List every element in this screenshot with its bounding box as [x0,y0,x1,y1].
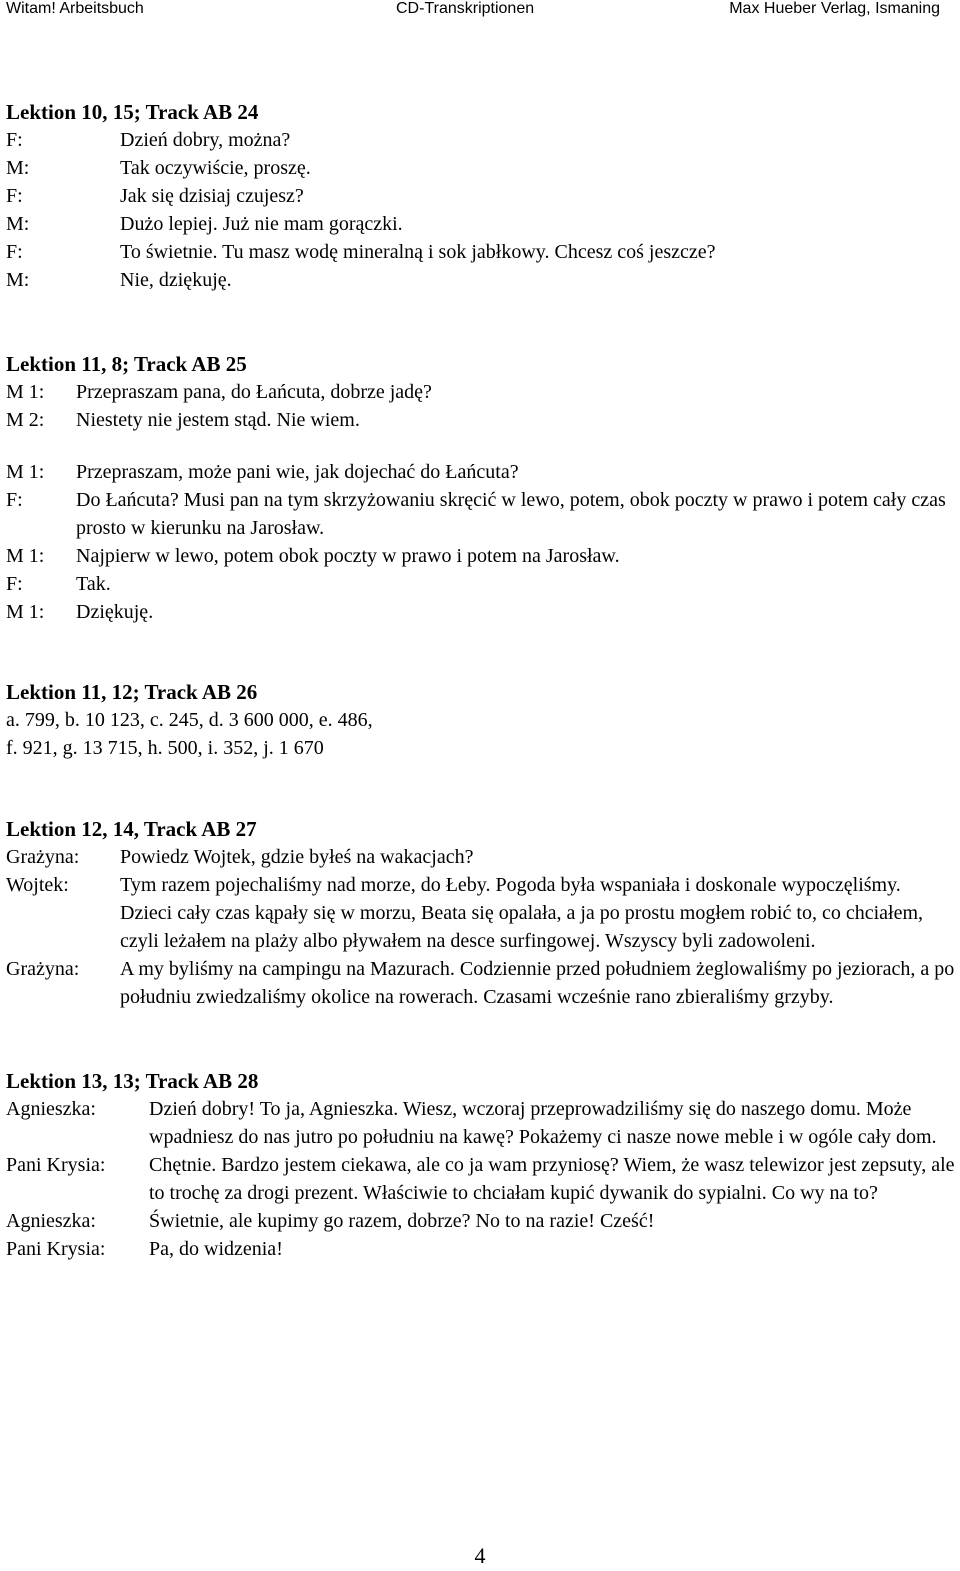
dialogue-line [6,486,956,542]
dialogue-line [6,238,956,266]
speaker-label: M 1: [6,545,45,567]
dialogue-line [6,126,956,154]
speaker-label: F: [6,573,23,595]
speaker-label: Agnieszka: [6,1098,96,1120]
dialogue-line [6,598,956,626]
dialogue-text: Dziękuję. [76,601,154,623]
speaker-label: M 1: [6,381,45,403]
header-publisher: Max Hueber Verlag, Ismaning [729,0,940,17]
dialogue-text: Najpierw w lewo, potem obok poczty w prawo i potem na Jarosław. [76,545,620,567]
section-title: Lektion 11, 8; Track AB 25 [6,352,247,376]
dialogue-line [6,843,956,871]
dialogue-line [6,1207,956,1235]
dialogue-line [6,955,956,1011]
dialogue-text: A my byliśmy na campingu na Mazurach. Codziennie przed południem żeglowaliśmy po jeziorach, a po południu zwiedzaliśmy okolice na rowerach. Czasami wcześnie rano zbieraliśmy grzyby. [120,958,955,1008]
dialogue-line [6,378,956,406]
dialogue-line [6,871,956,955]
speaker-label: M 1: [6,601,45,623]
dialogue-line [6,1151,956,1207]
header-book-title: Witam! Arbeitsbuch [6,0,144,17]
dialogue-text: Do Łańcuta? Musi pan na tym skrzyżowaniu skręcić w lewo, potem, obok poczty w prawo i potem cały czas prosto w kierunku na Jarosław. [76,489,946,539]
dialogue-line [6,406,956,434]
speaker-label: Wojtek: [6,874,69,896]
speaker-label: M: [6,157,30,179]
section-title: Lektion 10, 15; Track AB 24 [6,100,259,124]
dialogue-line [6,458,956,486]
dialogue-text: Tak oczywiście, proszę. [120,157,311,179]
dialogue-text: Tym razem pojechaliśmy nad morze, do Łeby. Pogoda była wspaniała i doskonale wypoczęliśmy. Dzieci cały czas kąpały się w morzu, Beata się opalała, a ja po prostu mogłem robić to, co chciałem, czyli leżałem na plaży albo pływałem na desce surfingowej. Wszyscy byli zadowoleni. [120,874,924,952]
dialogue-line [6,542,956,570]
dialogue-text: Nie, dziękuję. [120,269,232,291]
speaker-label: F: [6,489,23,511]
spacer [6,434,956,458]
dialogue-text: Dzień dobry! To ja, Agnieszka. Wiesz, wczoraj przeprowadziliśmy się do naszego domu. Może wpadniesz do nas jutro po południu na kawę? Pokażemy ci nasze nowe meble i w ogóle cały dom. [149,1098,937,1148]
section-lektion-11-8 [6,350,956,626]
dialogue-text: Przepraszam, może pani wie, jak dojechać do Łańcuta? [76,461,519,483]
dialogue-line [6,570,956,598]
numbers-line: f. 921, g. 13 715, h. 500, i. 352, j. 1 670 [6,737,324,759]
dialogue-text: Jak się dzisiaj czujesz? [120,185,304,207]
section-title: Lektion 12, 14, Track AB 27 [6,817,257,841]
speaker-label: Pani Krysia: [6,1238,106,1260]
transcript-content [6,98,956,1263]
speaker-label: Grażyna: [6,846,80,868]
dialogue-line [6,210,956,238]
dialogue-text: Pa, do widzenia! [149,1238,283,1260]
speaker-label: Grażyna: [6,958,80,980]
speaker-label: F: [6,241,23,263]
speaker-label: M 1: [6,461,45,483]
speaker-label: Agnieszka: [6,1210,96,1232]
speaker-label: F: [6,185,23,207]
speaker-label: M 2: [6,409,45,431]
dialogue-line [6,266,956,294]
speaker-label: F: [6,129,23,151]
section-lektion-12 [6,815,956,1011]
page-header [0,0,960,20]
dialogue-text: Chętnie. Bardzo jestem ciekawa, ale co ja wam przyniosę? Wiem, że wasz telewizor jest zepsuty, ale to trochę za drogi prezent. Właściwie to chciałam kupić dywanik do sypialni. Co wy na to? [149,1154,955,1204]
section-title: Lektion 13, 13; Track AB 28 [6,1069,259,1093]
dialogue-line [6,1095,956,1151]
dialogue-text: Przepraszam pana, do Łańcuta, dobrze jadę? [76,381,432,403]
speaker-label: Pani Krysia: [6,1154,106,1176]
dialogue-line [6,154,956,182]
header-section-title: CD-Transkriptionen [396,0,535,17]
dialogue-text: Tak. [76,573,111,595]
speaker-label: M: [6,269,30,291]
section-lektion-13 [6,1067,956,1263]
speaker-label: M: [6,213,30,235]
section-lektion-10 [6,98,956,294]
numbers-line: a. 799, b. 10 123, c. 245, d. 3 600 000, e. 486, [6,709,373,731]
dialogue-text: Dużo lepiej. Już nie mam gorączki. [120,213,403,235]
dialogue-line [6,1235,956,1263]
dialogue-text: Niestety nie jestem stąd. Nie wiem. [76,409,360,431]
dialogue-line [6,182,956,210]
section-title: Lektion 11, 12; Track AB 26 [6,680,258,704]
section-lektion-11-12 [6,678,956,762]
dialogue-text: Świetnie, ale kupimy go razem, dobrze? No to na razie! Cześć! [149,1210,655,1232]
dialogue-text: Powiedz Wojtek, gdzie byłeś na wakacjach? [120,846,474,868]
dialogue-text: Dzień dobry, można? [120,129,291,151]
page-number: 4 [474,1543,486,1568]
dialogue-text: To świetnie. Tu masz wodę mineralną i sok jabłkowy. Chcesz coś jeszcze? [120,241,716,263]
